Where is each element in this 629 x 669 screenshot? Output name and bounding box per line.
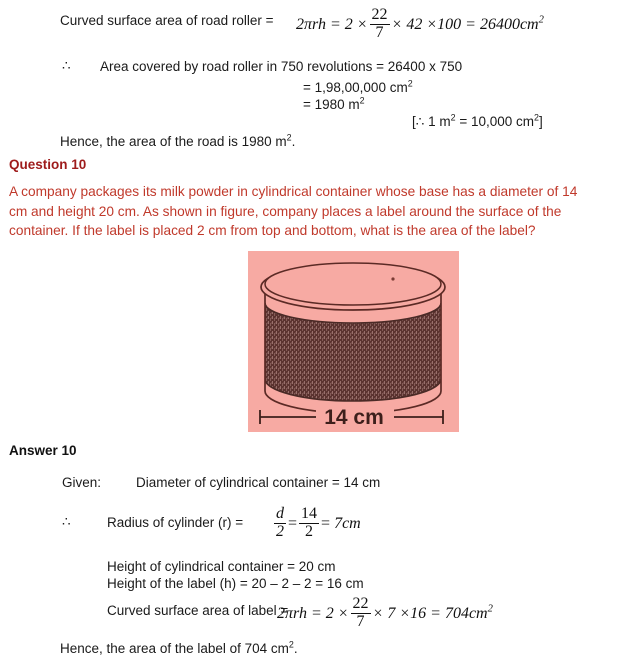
radius-num-d: d [276, 505, 284, 522]
curved-surface-area-road-roller-label: Curved surface area of road roller = [60, 13, 274, 28]
height-of-container-line: Height of cylindrical container = 20 cm [107, 559, 336, 574]
fraction-14-over-2 [299, 506, 319, 540]
hence-road-exponent: 2 [286, 132, 292, 143]
radius-den-2: 2 [276, 522, 284, 540]
hence-label-text: Hence, the area of the label of 704 cm [60, 641, 289, 656]
label-formula-tail: × 7 ×16 = 704cm [372, 604, 488, 622]
formula-tail: × 42 ×100 = 26400cm [391, 15, 539, 33]
formula-lead: 2πrh = 2 × [296, 15, 368, 33]
result-square-metres [303, 96, 365, 113]
fraction-22-over-7-answer [351, 596, 371, 630]
dimension-label-text: 14 cm [324, 406, 384, 429]
result-m2-text: = 1980 m [303, 97, 360, 112]
radius-num-14: 14 [301, 505, 318, 522]
height-of-label-line: Height of the label (h) = 20 – 2 – 2 = 16 cm [107, 576, 364, 591]
radius-of-cylinder-label: Radius of cylinder (r) = [107, 515, 244, 530]
radius-equals-1: = [288, 514, 298, 532]
result-cm2-text: = 1,98,00,000 cm [303, 80, 408, 95]
area-covered-line: Area covered by road roller in 750 revolutions = 26400 x 750 [100, 59, 463, 74]
note-middle: = 10,000 cm [455, 114, 535, 129]
fraction-22-over-7 [370, 7, 390, 41]
label-formula-tail-exponent: 2 [487, 603, 493, 615]
radius-den-2b: 2 [299, 523, 319, 541]
hence-label-suffix: . [293, 641, 298, 656]
radius-formula [272, 507, 361, 541]
answer-fraction-denominator: 7 [351, 613, 371, 631]
result-m2-exponent: 2 [359, 95, 365, 106]
radius-equals-2: = [321, 514, 331, 532]
lid-speck [391, 277, 394, 280]
cylinder-diagram-svg [248, 251, 459, 432]
hence-road-suffix: . [291, 134, 296, 149]
fraction-d-over-2 [274, 506, 286, 540]
hence-road-area-line [60, 133, 295, 150]
hence-label-exponent: 2 [288, 639, 294, 650]
result-cm2-exponent: 2 [407, 78, 413, 89]
note-open: [∴ 1 m [412, 114, 451, 129]
road-roller-csa-formula [296, 8, 544, 42]
answer-heading: Answer 10 [9, 443, 77, 458]
fraction-numerator: 22 [371, 6, 388, 23]
hence-label-area-line [60, 640, 298, 657]
radius-result: 7cm [334, 514, 361, 532]
given-label: Given: [62, 475, 102, 490]
question-body-line-1: A company packages its milk powder in cylindrical container whose base has a diameter of 14 [9, 184, 578, 199]
csa-of-label-label: Curved surface area of label = [107, 603, 289, 618]
note-exponent-2: 2 [534, 112, 539, 123]
formula-tail-exponent: 2 [538, 14, 544, 26]
question-heading: Question 10 [9, 157, 87, 172]
question-body-line-3: container. If the label is placed 2 cm from top and bottom, what is the area of the label? [9, 223, 536, 238]
label-csa-formula [277, 597, 493, 631]
label-formula-lead: 2πrh = 2 × [277, 604, 349, 622]
cylinder-top-ellipse [265, 263, 441, 305]
hence-road-text: Hence, the area of the road is 1980 m [60, 134, 287, 149]
answer-fraction-numerator: 22 [352, 595, 369, 612]
note-close: ] [538, 114, 543, 129]
unit-conversion-note [412, 113, 543, 130]
question-body-line-2: cm and height 20 cm. As shown in figure, company places a label around the surface of the [9, 203, 562, 219]
question-body [9, 182, 621, 241]
therefore-symbol-answer: ∴ [62, 514, 71, 529]
result-square-centimetres [303, 79, 413, 96]
fraction-denominator: 7 [370, 24, 390, 42]
therefore-symbol-top: ∴ [62, 58, 71, 73]
given-diameter-value: Diameter of cylindrical container = 14 cm [136, 475, 381, 490]
cylindrical-container-figure [248, 251, 459, 432]
note-exponent-1: 2 [450, 112, 456, 123]
